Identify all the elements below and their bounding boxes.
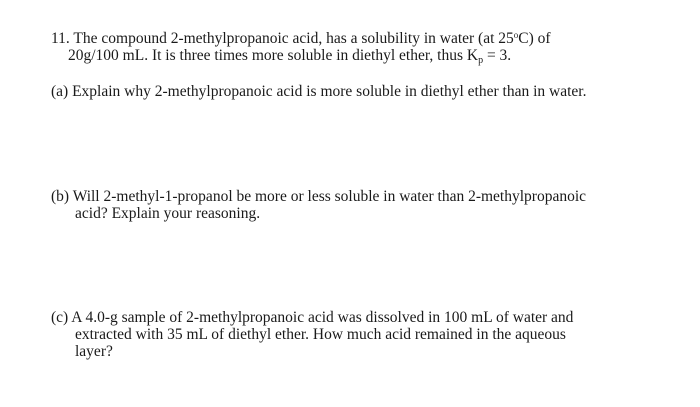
degree-symbol: o	[513, 30, 519, 40]
part-c-text-3: layer?	[75, 343, 113, 360]
part-b-text-1: Will 2-methyl-1-propanol be more or less soluble in water than 2-methylpropanoic	[72, 188, 587, 205]
part-b-line-2	[75, 205, 260, 223]
part-b-line-1	[51, 188, 586, 206]
kp-subscript: p	[478, 55, 484, 66]
part-b-text-2: acid? Explain your reasoning.	[75, 205, 261, 222]
part-c-line-3	[75, 343, 113, 361]
question-number: 11.	[51, 30, 70, 47]
part-a	[51, 83, 586, 101]
part-c-label: (c)	[51, 309, 69, 326]
question-intro-line-1: 11. The compound 2-methylpropanoic acid, has a solubility in water (at 25$^o$C) of	[51, 30, 551, 47]
question-intro-line-2: 20g/100 mL. It is three times more soluble in diethyl ether, thus $K_p = 3$.	[68, 47, 512, 66]
part-b-label: (b)	[51, 188, 70, 205]
part-a-label: (a)	[51, 83, 69, 100]
part-c-text-1: A 4.0-g sample of 2-methylpropanoic acid was dissolved in 100 mL of water and	[71, 309, 574, 326]
part-c-line-2	[75, 326, 566, 344]
part-c-text-2: extracted with 35 mL of diethyl ether. How much acid remained in the aqueous	[75, 326, 566, 343]
part-c-line-1	[51, 309, 573, 327]
part-a-text: Explain why 2-methylpropanoic acid is more soluble in diethyl ether than in water.	[72, 83, 587, 100]
